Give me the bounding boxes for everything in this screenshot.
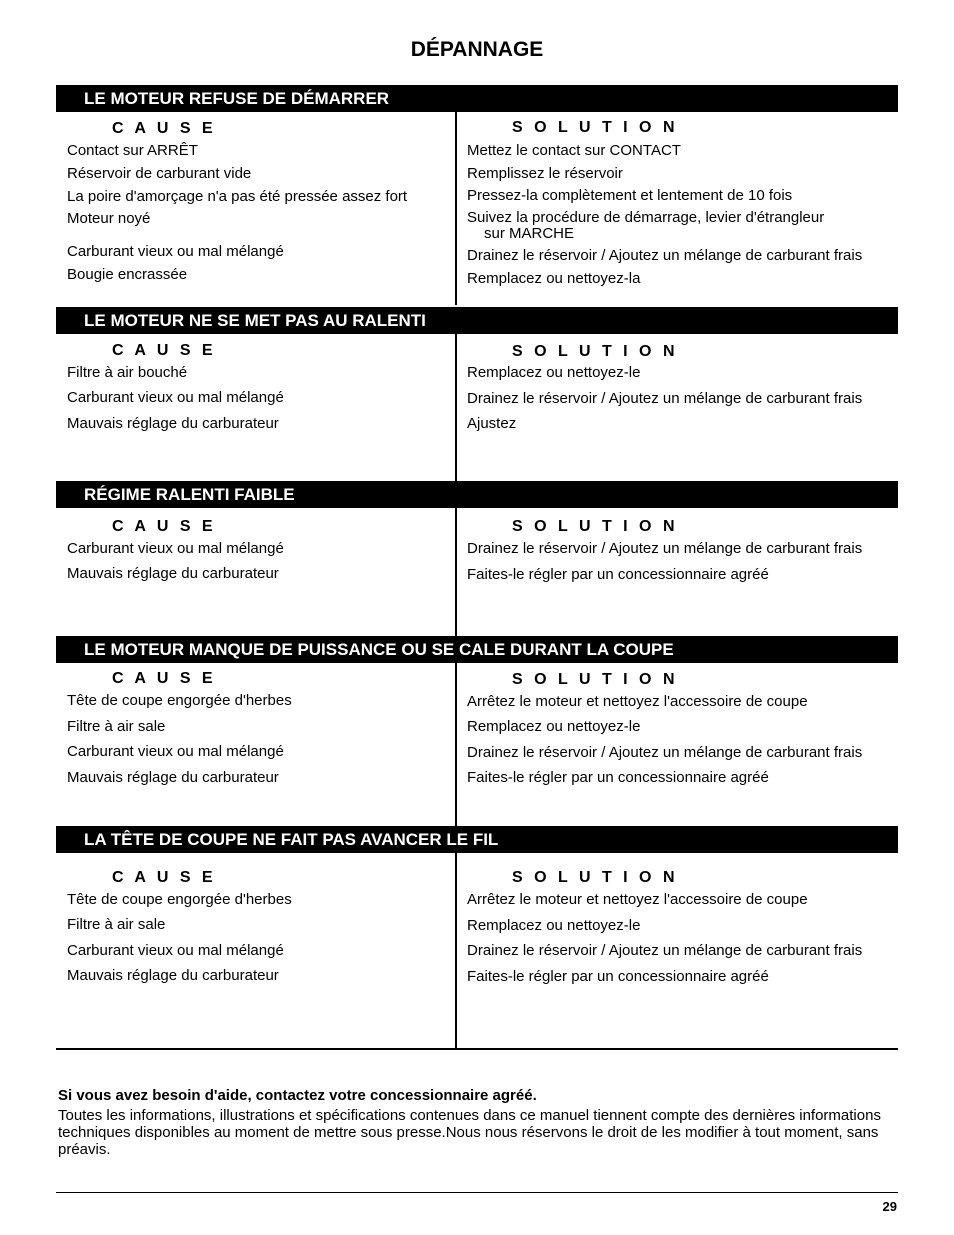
section-title-line-not-advancing: LA TÊTE DE COUPE NE FAIT PAS AVANCER LE FIL xyxy=(56,826,898,853)
help-title: Si vous avez besoin d'aide, contactez votre concessionnaire agréé. xyxy=(58,1087,537,1104)
cause-item: Carburant vieux ou mal mélangé xyxy=(67,942,284,959)
table-bottom-rule xyxy=(56,1048,898,1050)
cause-item: Carburant vieux ou mal mélangé xyxy=(67,540,284,557)
solution-item: Drainez le réservoir / Ajoutez un mélange de carburant frais xyxy=(467,390,863,407)
cause-header: C A U S E xyxy=(112,670,217,687)
column-divider xyxy=(455,508,457,636)
solution-item: Pressez-la complètement et lentement de 10 fois xyxy=(467,187,793,204)
solution-item: Drainez le réservoir / Ajoutez un mélange de carburant frais xyxy=(467,744,863,761)
cause-item: Moteur noyé xyxy=(67,210,151,227)
solution-item: Faites-le régler par un concessionnaire agréé xyxy=(467,968,769,985)
solution-header: S O L U T I O N xyxy=(512,671,678,688)
cause-item: Carburant vieux ou mal mélangé xyxy=(67,389,284,406)
cause-item: Mauvais réglage du carburateur xyxy=(67,415,279,432)
column-divider xyxy=(455,663,457,826)
section-title-power-loss: LE MOTEUR MANQUE DE PUISSANCE OU SE CALE DURANT LA COUPE xyxy=(56,636,898,663)
cause-item: Mauvais réglage du carburateur xyxy=(67,565,279,582)
column-divider xyxy=(455,334,457,481)
solution-item: Faites-le régler par un concessionnaire agréé xyxy=(467,566,769,583)
solution-header: S O L U T I O N xyxy=(512,119,678,136)
help-body: Toutes les informations, illustrations et spécifications contenues dans ce manuel tiennent compte des dernières informations techniques disponibles au moment de mettre sous presse.Nous nous réservons le droit de les modifier à tout moment, sans préavis. xyxy=(58,1107,881,1158)
solution-item: Remplacez ou nettoyez-le xyxy=(467,718,641,735)
cause-header: C A U S E xyxy=(112,120,217,137)
page-title: DÉPANNAGE xyxy=(410,38,544,61)
cause-item: Mauvais réglage du carburateur xyxy=(67,769,279,786)
solution-item: Remplissez le réservoir xyxy=(467,165,623,182)
cause-item: Carburant vieux ou mal mélangé xyxy=(67,743,284,760)
cause-item: Filtre à air sale xyxy=(67,718,166,735)
section-title-no-idle: LE MOTEUR NE SE MET PAS AU RALENTI xyxy=(56,307,898,334)
cause-item: Tête de coupe engorgée d'herbes xyxy=(67,891,292,908)
solution-item: Arrêtez le moteur et nettoyez l'accessoire de coupe xyxy=(467,693,808,710)
solution-item: Remplacez ou nettoyez-le xyxy=(467,364,641,381)
cause-item: La poire d'amorçage n'a pas été pressée assez fort xyxy=(67,188,408,205)
section-title-low-idle-speed: RÉGIME RALENTI FAIBLE xyxy=(56,481,898,508)
solution-item: Drainez le réservoir / Ajoutez un mélange de carburant frais xyxy=(467,247,863,264)
solution-item: Drainez le réservoir / Ajoutez un mélange de carburant frais xyxy=(467,942,863,959)
cause-item: Contact sur ARRÊT xyxy=(67,142,198,159)
cause-item: Carburant vieux ou mal mélangé xyxy=(67,243,284,260)
cause-header: C A U S E xyxy=(112,342,217,359)
footer-rule xyxy=(56,1192,898,1193)
solution-item: Ajustez xyxy=(467,415,517,432)
cause-item: Mauvais réglage du carburateur xyxy=(67,967,279,984)
solution-item-continuation: sur MARCHE xyxy=(484,225,575,242)
section-title-engine-wont-start: LE MOTEUR REFUSE DE DÉMARRER xyxy=(56,85,898,112)
cause-item: Bougie encrassée xyxy=(67,266,188,283)
solution-item: Arrêtez le moteur et nettoyez l'accessoire de coupe xyxy=(467,891,808,908)
solution-item: Drainez le réservoir / Ajoutez un mélange de carburant frais xyxy=(467,540,863,557)
solution-item: Remplacez ou nettoyez-la xyxy=(467,270,641,287)
page-number: 29 xyxy=(882,1199,897,1214)
cause-header: C A U S E xyxy=(112,518,217,535)
cause-item: Tête de coupe engorgée d'herbes xyxy=(67,692,292,709)
solution-header: S O L U T I O N xyxy=(512,343,678,360)
solution-item: Remplacez ou nettoyez-le xyxy=(467,917,641,934)
column-divider xyxy=(455,112,457,305)
column-divider xyxy=(455,853,457,1049)
solution-item: Suivez la procédure de démarrage, levier d'étrangleur xyxy=(467,209,825,226)
cause-header: C A U S E xyxy=(112,869,217,886)
solution-item: Mettez le contact sur CONTACT xyxy=(467,142,681,159)
cause-item: Filtre à air bouché xyxy=(67,364,188,381)
solution-item: Faites-le régler par un concessionnaire agréé xyxy=(467,769,769,786)
solution-header: S O L U T I O N xyxy=(512,869,678,886)
cause-item: Réservoir de carburant vide xyxy=(67,165,252,182)
cause-item: Filtre à air sale xyxy=(67,916,166,933)
solution-header: S O L U T I O N xyxy=(512,518,678,535)
